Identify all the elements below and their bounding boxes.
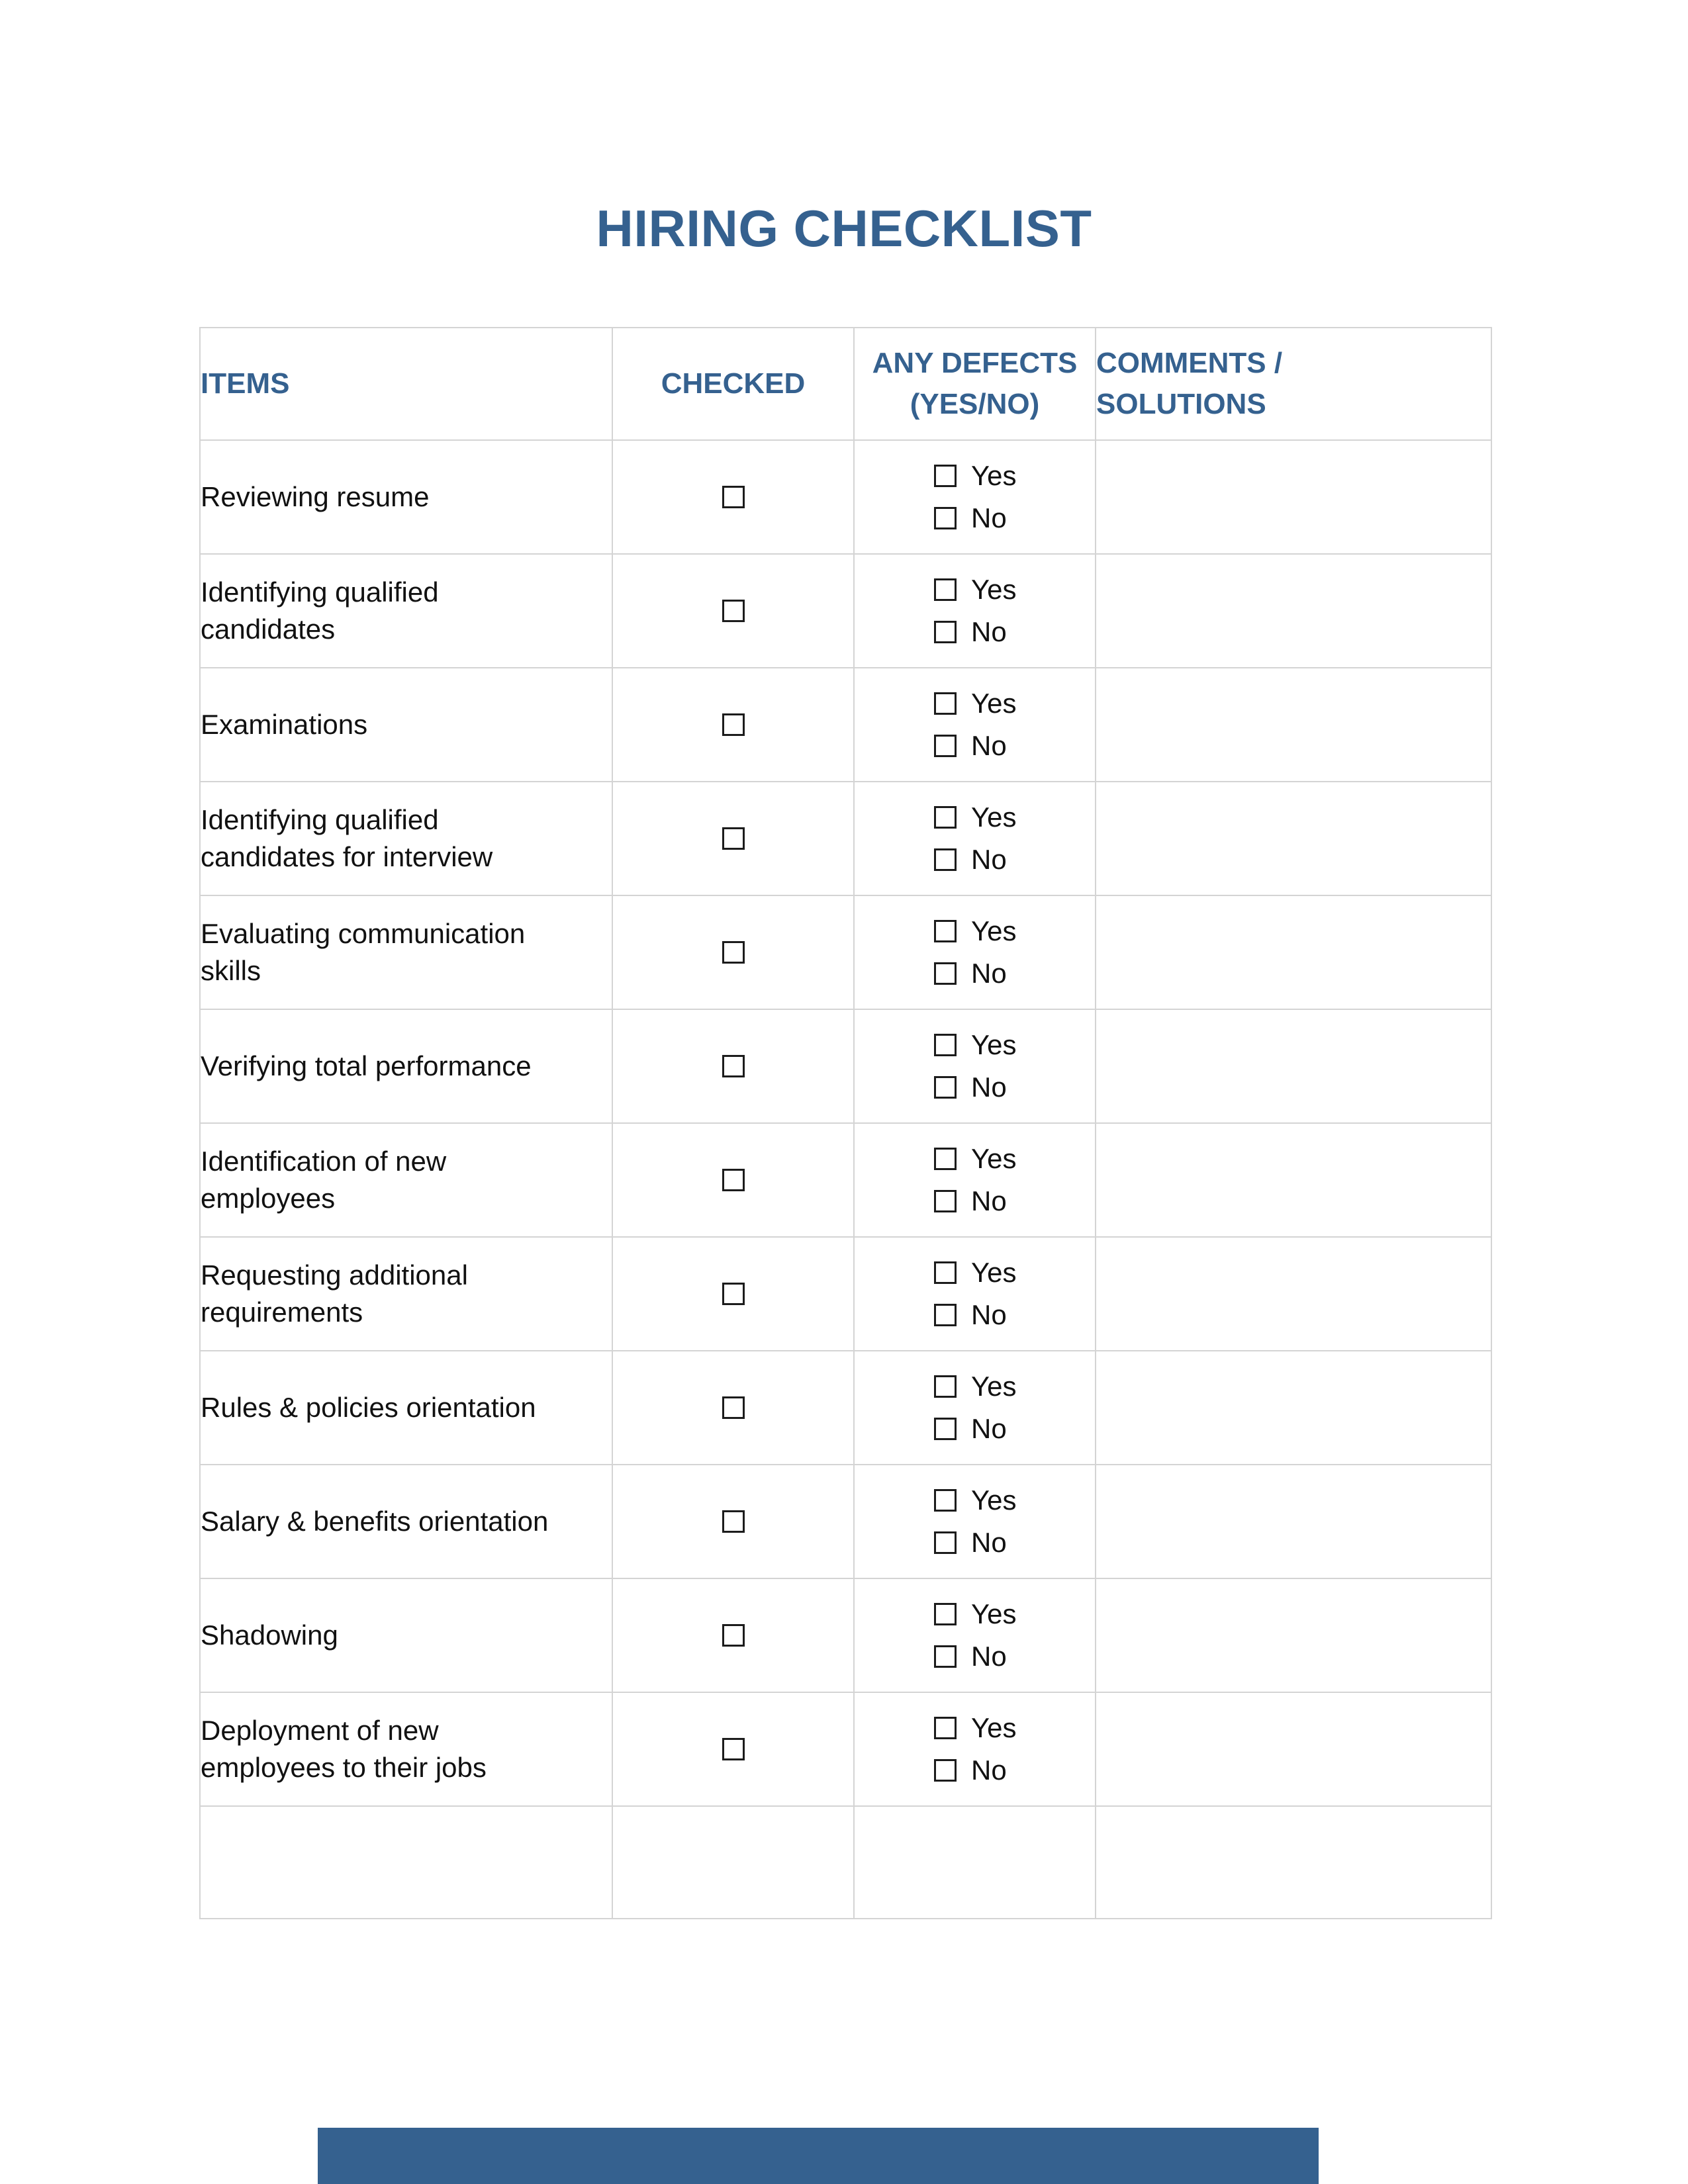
defects-cell bbox=[854, 782, 1096, 895]
defect-option-no[interactable] bbox=[855, 1180, 1095, 1222]
defects-cell bbox=[854, 1692, 1096, 1806]
checked-checkbox[interactable] bbox=[722, 600, 745, 622]
yes-checkbox[interactable] bbox=[934, 465, 957, 487]
defect-option-yes[interactable] bbox=[855, 569, 1095, 611]
no-label: No bbox=[971, 616, 1007, 647]
yes-checkbox[interactable] bbox=[934, 1034, 957, 1056]
yes-label: Yes bbox=[971, 1257, 1017, 1288]
no-checkbox[interactable] bbox=[934, 1759, 957, 1782]
yes-checkbox[interactable] bbox=[934, 1603, 957, 1625]
defect-option-no[interactable] bbox=[855, 839, 1095, 881]
no-label: No bbox=[971, 1527, 1007, 1558]
comments-cell[interactable] bbox=[1096, 554, 1491, 668]
defect-option-yes[interactable] bbox=[855, 455, 1095, 497]
checked-checkbox[interactable] bbox=[722, 941, 745, 964]
checked-checkbox[interactable] bbox=[722, 713, 745, 736]
item-cell bbox=[200, 895, 612, 1009]
defect-option-yes[interactable] bbox=[855, 1593, 1095, 1635]
no-checkbox[interactable] bbox=[934, 1418, 957, 1440]
defect-option-no[interactable] bbox=[855, 1066, 1095, 1109]
no-label: No bbox=[971, 502, 1007, 533]
no-label: No bbox=[971, 1641, 1007, 1672]
header-defects-line1: ANY DEFECTS bbox=[872, 347, 1078, 379]
yes-checkbox[interactable] bbox=[934, 1261, 957, 1284]
header-comments-line1: COMMENTS / bbox=[1096, 347, 1283, 379]
no-label: No bbox=[971, 844, 1007, 875]
comments-cell[interactable] bbox=[1096, 440, 1491, 554]
table-row bbox=[200, 782, 1491, 895]
item-label-line1: Salary & benefits orientation bbox=[201, 1506, 549, 1537]
table-row-blank bbox=[200, 1806, 1491, 1919]
item-label-line2: requirements bbox=[201, 1297, 363, 1328]
no-checkbox[interactable] bbox=[934, 962, 957, 985]
defect-option-no[interactable] bbox=[855, 611, 1095, 653]
item-label-line2: candidates bbox=[201, 614, 336, 645]
defects-cell bbox=[854, 1578, 1096, 1692]
item-label-line1: Verifying total performance bbox=[201, 1050, 532, 1081]
no-label: No bbox=[971, 1071, 1007, 1103]
item-label-line1: Reviewing resume bbox=[201, 481, 430, 512]
item-label-line1: Evaluating communication bbox=[201, 918, 526, 949]
defect-option-no[interactable] bbox=[855, 1294, 1095, 1336]
no-checkbox[interactable] bbox=[934, 1304, 957, 1326]
header-defects-line2: (YES/NO) bbox=[910, 388, 1040, 420]
table-row bbox=[200, 1123, 1491, 1237]
yes-checkbox[interactable] bbox=[934, 692, 957, 715]
no-checkbox[interactable] bbox=[934, 735, 957, 757]
yes-label: Yes bbox=[971, 1371, 1017, 1402]
item-cell bbox=[200, 1465, 612, 1578]
defects-cell bbox=[854, 1123, 1096, 1237]
defects-cell bbox=[854, 1351, 1096, 1465]
defect-option-yes[interactable] bbox=[855, 796, 1095, 839]
item-cell bbox=[200, 1351, 612, 1465]
checked-cell bbox=[612, 554, 854, 668]
comments-cell[interactable] bbox=[1096, 1237, 1491, 1351]
checked-checkbox[interactable] bbox=[722, 1169, 745, 1191]
defect-option-no[interactable] bbox=[855, 1749, 1095, 1792]
comments-cell[interactable] bbox=[1096, 1465, 1491, 1578]
yes-label: Yes bbox=[971, 688, 1017, 719]
no-label: No bbox=[971, 1754, 1007, 1786]
yes-label: Yes bbox=[971, 460, 1017, 491]
checked-cell bbox=[612, 1123, 854, 1237]
checklist-body bbox=[200, 440, 1491, 1919]
table-row bbox=[200, 1009, 1491, 1123]
blank-defects-cell[interactable] bbox=[854, 1806, 1096, 1919]
item-cell bbox=[200, 1123, 612, 1237]
header-any-defects bbox=[854, 328, 1096, 440]
comments-cell[interactable] bbox=[1096, 1578, 1491, 1692]
checked-checkbox[interactable] bbox=[722, 1510, 745, 1533]
header-checked-label: CHECKED bbox=[661, 367, 806, 400]
header-comments bbox=[1096, 328, 1491, 440]
header-checked bbox=[612, 328, 854, 440]
defects-cell bbox=[854, 440, 1096, 554]
comments-cell[interactable] bbox=[1096, 782, 1491, 895]
yes-checkbox[interactable] bbox=[934, 1717, 957, 1739]
yes-label: Yes bbox=[971, 574, 1017, 605]
yes-label: Yes bbox=[971, 1143, 1017, 1174]
defect-option-yes[interactable] bbox=[855, 1707, 1095, 1749]
item-cell bbox=[200, 554, 612, 668]
no-checkbox[interactable] bbox=[934, 621, 957, 643]
defect-option-yes[interactable] bbox=[855, 1024, 1095, 1066]
defect-option-no[interactable] bbox=[855, 1408, 1095, 1450]
blank-comments-cell[interactable] bbox=[1096, 1806, 1491, 1919]
checked-cell bbox=[612, 1578, 854, 1692]
checked-checkbox[interactable] bbox=[722, 1738, 745, 1760]
checked-cell bbox=[612, 668, 854, 782]
header-items-label: ITEMS bbox=[201, 367, 290, 400]
comments-cell[interactable] bbox=[1096, 1123, 1491, 1237]
item-cell bbox=[200, 1578, 612, 1692]
comments-cell[interactable] bbox=[1096, 1692, 1491, 1806]
defects-cell bbox=[854, 895, 1096, 1009]
checked-cell bbox=[612, 1009, 854, 1123]
item-label-line1: Deployment of new bbox=[201, 1715, 439, 1746]
table-row bbox=[200, 1237, 1491, 1351]
defect-option-yes[interactable] bbox=[855, 1479, 1095, 1522]
comments-cell[interactable] bbox=[1096, 668, 1491, 782]
no-checkbox[interactable] bbox=[934, 1076, 957, 1099]
no-label: No bbox=[971, 730, 1007, 761]
defect-option-no[interactable] bbox=[855, 1522, 1095, 1564]
defect-option-no[interactable] bbox=[855, 725, 1095, 767]
blank-item-cell[interactable] bbox=[200, 1806, 612, 1919]
defect-option-no[interactable] bbox=[855, 1635, 1095, 1678]
item-label-line1: Shadowing bbox=[201, 1619, 338, 1651]
item-label-line1: Requesting additional bbox=[201, 1259, 468, 1291]
checked-cell bbox=[612, 1351, 854, 1465]
item-label-line2: employees to their jobs bbox=[201, 1752, 487, 1783]
hiring-checklist-table bbox=[199, 327, 1492, 1919]
item-label-line2: candidates for interview bbox=[201, 841, 493, 872]
no-checkbox[interactable] bbox=[934, 1531, 957, 1554]
table-row bbox=[200, 1578, 1491, 1692]
defect-option-yes[interactable] bbox=[855, 1138, 1095, 1180]
item-label-line2: skills bbox=[201, 955, 261, 986]
item-cell bbox=[200, 668, 612, 782]
checked-cell bbox=[612, 1465, 854, 1578]
yes-label: Yes bbox=[971, 915, 1017, 946]
item-label-line2: employees bbox=[201, 1183, 336, 1214]
header-comments-line2: SOLUTIONS bbox=[1096, 388, 1266, 420]
defect-option-yes[interactable] bbox=[855, 682, 1095, 725]
defect-option-no[interactable] bbox=[855, 497, 1095, 539]
item-cell bbox=[200, 1009, 612, 1123]
no-label: No bbox=[971, 1413, 1007, 1444]
table-row bbox=[200, 895, 1491, 1009]
no-checkbox[interactable] bbox=[934, 848, 957, 871]
yes-checkbox[interactable] bbox=[934, 1148, 957, 1170]
checked-checkbox[interactable] bbox=[722, 1283, 745, 1305]
item-label-line1: Examinations bbox=[201, 709, 368, 740]
defect-option-yes[interactable] bbox=[855, 1365, 1095, 1408]
blank-checked-cell[interactable] bbox=[612, 1806, 854, 1919]
checked-cell bbox=[612, 782, 854, 895]
checked-checkbox[interactable] bbox=[722, 1624, 745, 1647]
header-items bbox=[200, 328, 612, 440]
table-row bbox=[200, 1351, 1491, 1465]
item-label-line1: Rules & policies orientation bbox=[201, 1392, 536, 1423]
defect-option-yes[interactable] bbox=[855, 1251, 1095, 1294]
defects-cell bbox=[854, 1009, 1096, 1123]
checked-checkbox[interactable] bbox=[722, 827, 745, 850]
yes-label: Yes bbox=[971, 1484, 1017, 1516]
table-row bbox=[200, 1465, 1491, 1578]
no-label: No bbox=[971, 958, 1007, 989]
item-label-line1: Identifying qualified bbox=[201, 804, 439, 835]
yes-label: Yes bbox=[971, 1029, 1017, 1060]
defects-cell bbox=[854, 668, 1096, 782]
checked-cell bbox=[612, 895, 854, 1009]
no-checkbox[interactable] bbox=[934, 1190, 957, 1212]
yes-checkbox[interactable] bbox=[934, 1375, 957, 1398]
checked-cell bbox=[612, 1692, 854, 1806]
item-label-line1: Identification of new bbox=[201, 1146, 447, 1177]
footer-bar bbox=[318, 2128, 1319, 2184]
yes-checkbox[interactable] bbox=[934, 1489, 957, 1512]
defects-cell bbox=[854, 1237, 1096, 1351]
item-label-line1: Identifying qualified bbox=[201, 576, 439, 608]
yes-label: Yes bbox=[971, 801, 1017, 833]
no-checkbox[interactable] bbox=[934, 1645, 957, 1668]
table-row bbox=[200, 554, 1491, 668]
defect-option-yes[interactable] bbox=[855, 910, 1095, 952]
checked-checkbox[interactable] bbox=[722, 486, 745, 508]
table-header-row bbox=[200, 328, 1491, 440]
no-label: No bbox=[971, 1299, 1007, 1330]
page-title: HIRING CHECKLIST bbox=[596, 199, 1092, 257]
yes-label: Yes bbox=[971, 1712, 1017, 1743]
checked-cell bbox=[612, 1237, 854, 1351]
comments-cell[interactable] bbox=[1096, 895, 1491, 1009]
defects-cell bbox=[854, 1465, 1096, 1578]
yes-checkbox[interactable] bbox=[934, 578, 957, 601]
defects-cell bbox=[854, 554, 1096, 668]
defect-option-no[interactable] bbox=[855, 952, 1095, 995]
yes-label: Yes bbox=[971, 1598, 1017, 1629]
checked-cell bbox=[612, 440, 854, 554]
checked-checkbox[interactable] bbox=[722, 1396, 745, 1419]
table-row bbox=[200, 1692, 1491, 1806]
item-cell bbox=[200, 440, 612, 554]
table-row bbox=[200, 440, 1491, 554]
no-label: No bbox=[971, 1185, 1007, 1216]
comments-cell[interactable] bbox=[1096, 1351, 1491, 1465]
table-row bbox=[200, 668, 1491, 782]
no-checkbox[interactable] bbox=[934, 507, 957, 529]
item-cell bbox=[200, 1237, 612, 1351]
checked-checkbox[interactable] bbox=[722, 1055, 745, 1077]
yes-checkbox[interactable] bbox=[934, 920, 957, 942]
comments-cell[interactable] bbox=[1096, 1009, 1491, 1123]
item-cell bbox=[200, 782, 612, 895]
yes-checkbox[interactable] bbox=[934, 806, 957, 829]
item-cell bbox=[200, 1692, 612, 1806]
